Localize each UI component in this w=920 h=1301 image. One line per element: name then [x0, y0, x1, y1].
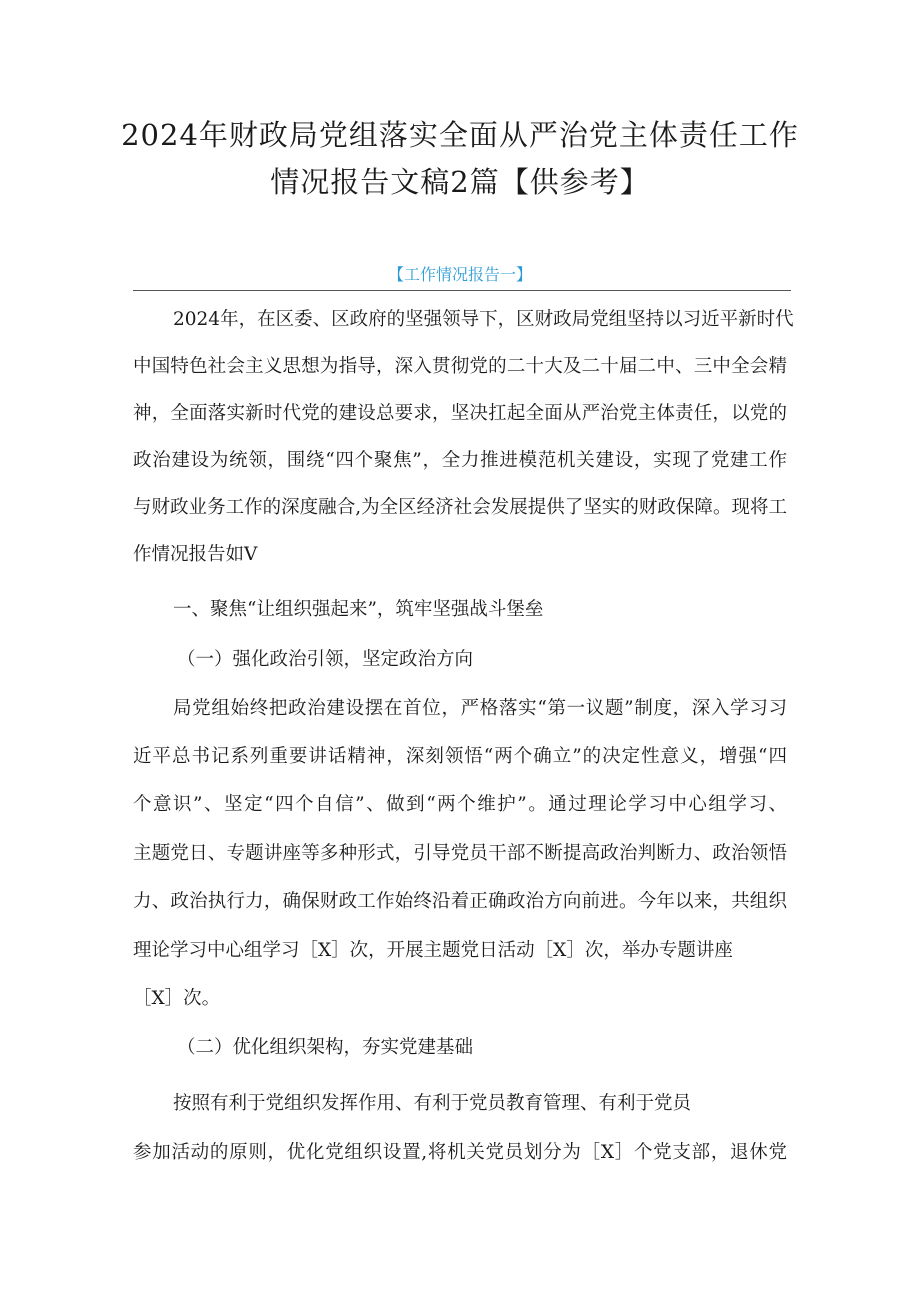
paragraph-line: 政治建设为统领，围绕“四个聚焦”，全力推进模范机关建设，实现了党建工作	[133, 450, 787, 471]
paragraph-line: 与财政业务工作的深度融合,为全区经济社会发展提供了坚实的财政保障。现将工	[133, 497, 787, 518]
paragraph-line: 中国特色社会主义思想为指导，深入贯彻党的二十大及二十届二中、三中全会精	[133, 356, 787, 377]
paragraph-line: 局党组始终把政治建设摆在首位，严格落实“第一议题”制度，深入学习习	[173, 698, 787, 719]
document-title-line-2: 情况报告文稿2篇【供参考】	[270, 165, 650, 199]
paragraph-line: 力、政治执行力，确保财政工作始终沿着正确政治方向前进。今年以来，共组织	[133, 891, 787, 912]
paragraph-line: 近平总书记系列重要讲话精神，深刻领悟“两个确立”的决定性意义，增强“四	[133, 746, 787, 767]
paragraph-line: 按照有利于党组织发挥作用、有利于党员教育管理、有利于党员	[173, 1093, 692, 1114]
document-title-line-1: 2024年财政局党组落实全面从严治党主体责任工作	[121, 118, 799, 152]
paragraph-line: 作情况报告如V	[133, 544, 258, 565]
section-heading: 【工作情况报告一】	[387, 265, 532, 284]
paragraph-line: 主题党日、专题讲座等多种形式，引导党员干部不断提高政治判断力、政治领悟	[133, 843, 787, 864]
paragraph-line: 个意识”、坚定“四个自信”、做到“两个维护”。通过理论学习中心组学习、	[133, 794, 787, 815]
subheading-2: （二）优化组织架构，夯实党建基础	[177, 1037, 474, 1058]
paragraph-line: 理论学习中心组学习［X］次，开展主题党日活动［X］次，举办专题讲座	[133, 940, 733, 961]
paragraph-line: ［X］次。	[133, 988, 221, 1009]
paragraph-line: 神，全面落实新时代党的建设总要求，坚决扛起全面从严治党主体责任，以党的	[133, 403, 787, 424]
section-divider	[133, 290, 791, 291]
section-heading-1: 一、聚焦“让组织强起来”，筑牢坚强战斗堡垒	[173, 599, 544, 620]
paragraph-line: 参加活动的原则，优化党组织设置,将机关党员划分为［X］个党支部，退休党	[133, 1142, 787, 1163]
subheading-1: （一）强化政治引领，坚定政治方向	[177, 649, 474, 670]
paragraph-line: 2024年，在区委、区政府的坚强领导下，区财政局党组坚持以习近平新时代	[173, 309, 794, 330]
